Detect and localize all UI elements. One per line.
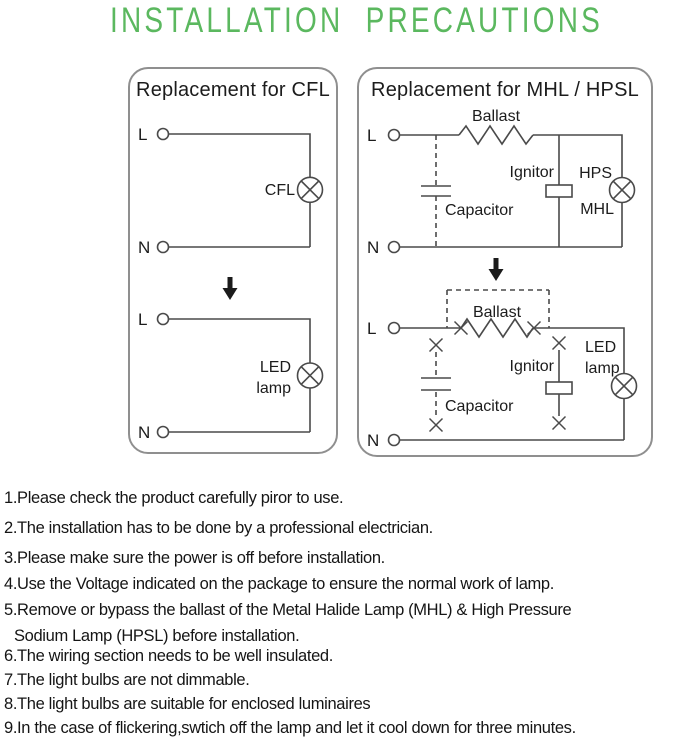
- cfl-panel-title: Replacement for CFL: [136, 79, 330, 101]
- cut-mark-icon: [553, 337, 566, 350]
- hps-label: HPS: [579, 165, 612, 182]
- precaution-line: 5.Remove or bypass the ballast of the Metal Halide Lamp (MHL) & High Pressure: [4, 601, 572, 619]
- mhl-before-neutral-label: N: [367, 238, 380, 257]
- ballast-resistor-symbol: [459, 126, 533, 144]
- cfl-lamp-label: CFL: [264, 182, 295, 199]
- ballast-label: Ballast: [471, 108, 521, 125]
- terminal-circle-icon: [389, 242, 400, 253]
- terminal-circle-icon: [158, 129, 169, 140]
- cut-mark-icon: [553, 417, 566, 430]
- cfl-before-neutral-label: N: [138, 238, 151, 257]
- led-label-2: lamp: [585, 360, 620, 377]
- led-label-1: LED: [585, 339, 617, 356]
- ballast-label-after: Ballast: [472, 304, 522, 321]
- cfl-diagram: [128, 67, 338, 454]
- precaution-line: 9.In the case of flickering,swtich off the lamp and let it cool down for three minutes.: [4, 719, 576, 737]
- terminal-circle-icon: [389, 323, 400, 334]
- precaution-line: 2.The installation has to be done by a professional electrician.: [4, 519, 433, 537]
- capacitor-symbol: [421, 186, 451, 196]
- cfl-before-line-label: L: [138, 125, 148, 144]
- cfl-after-line-label: L: [138, 310, 148, 329]
- precaution-line: 4.Use the Voltage indicated on the package to ensure the normal work of lamp.: [4, 575, 554, 593]
- cfl-lamp-icon: [298, 177, 323, 202]
- terminal-circle-icon: [389, 435, 400, 446]
- led-lamp-label-2: lamp: [256, 380, 291, 397]
- cfl-diagram-panel: [128, 67, 338, 454]
- capacitor-symbol-after: [421, 378, 451, 390]
- down-arrow-icon: [489, 258, 504, 281]
- mhl-after-neutral-label: N: [367, 431, 380, 450]
- mhl-after-line-label: L: [367, 319, 377, 338]
- terminal-circle-icon: [158, 242, 169, 253]
- cut-mark-icon: [430, 339, 443, 352]
- capacitor-label: Capacitor: [445, 202, 514, 219]
- ignitor-symbol: [546, 185, 572, 197]
- ignitor-symbol-after: [546, 382, 572, 394]
- cut-mark-icon: [430, 419, 443, 432]
- led-lamp-label-1: LED: [259, 359, 291, 376]
- capacitor-label-after: Capacitor: [445, 398, 514, 415]
- mhl-label: MHL: [580, 201, 614, 218]
- precaution-line: 8.The light bulbs are suitable for enclosed luminaires: [4, 695, 371, 713]
- terminal-circle-icon: [389, 130, 400, 141]
- mhl-before-line-label: L: [367, 126, 377, 145]
- page-title: INSTALLATION PRECAUTIONS: [110, 1, 604, 40]
- hps-mhl-lamp-icon: [610, 178, 635, 203]
- precaution-line: 3.Please make sure the power is off before installation.: [4, 549, 385, 567]
- terminal-circle-icon: [158, 314, 169, 325]
- ignitor-label: Ignitor: [509, 164, 554, 181]
- precaution-line: 7.The light bulbs are not dimmable.: [4, 671, 250, 689]
- down-arrow-icon: [223, 277, 238, 300]
- precautions-list: [4, 486, 576, 740]
- mhl-diagram: [357, 67, 653, 457]
- terminal-circle-icon: [158, 427, 169, 438]
- mhl-panel-title: Replacement for MHL / HPSL: [371, 79, 639, 101]
- cfl-after-neutral-label: N: [138, 423, 151, 442]
- precaution-line: 6.The wiring section needs to be well insulated.: [4, 647, 333, 665]
- ignitor-label-after: Ignitor: [509, 358, 554, 375]
- mhl-before-wire: [400, 135, 623, 247]
- led-lamp-icon: [298, 363, 323, 388]
- precaution-line-continuation: Sodium Lamp (HPSL) before installation.: [14, 627, 300, 645]
- mhl-diagram-panel: [357, 67, 653, 457]
- precaution-line: 1.Please check the product carefully piror to use.: [4, 489, 344, 507]
- led-lamp-icon: [612, 374, 637, 399]
